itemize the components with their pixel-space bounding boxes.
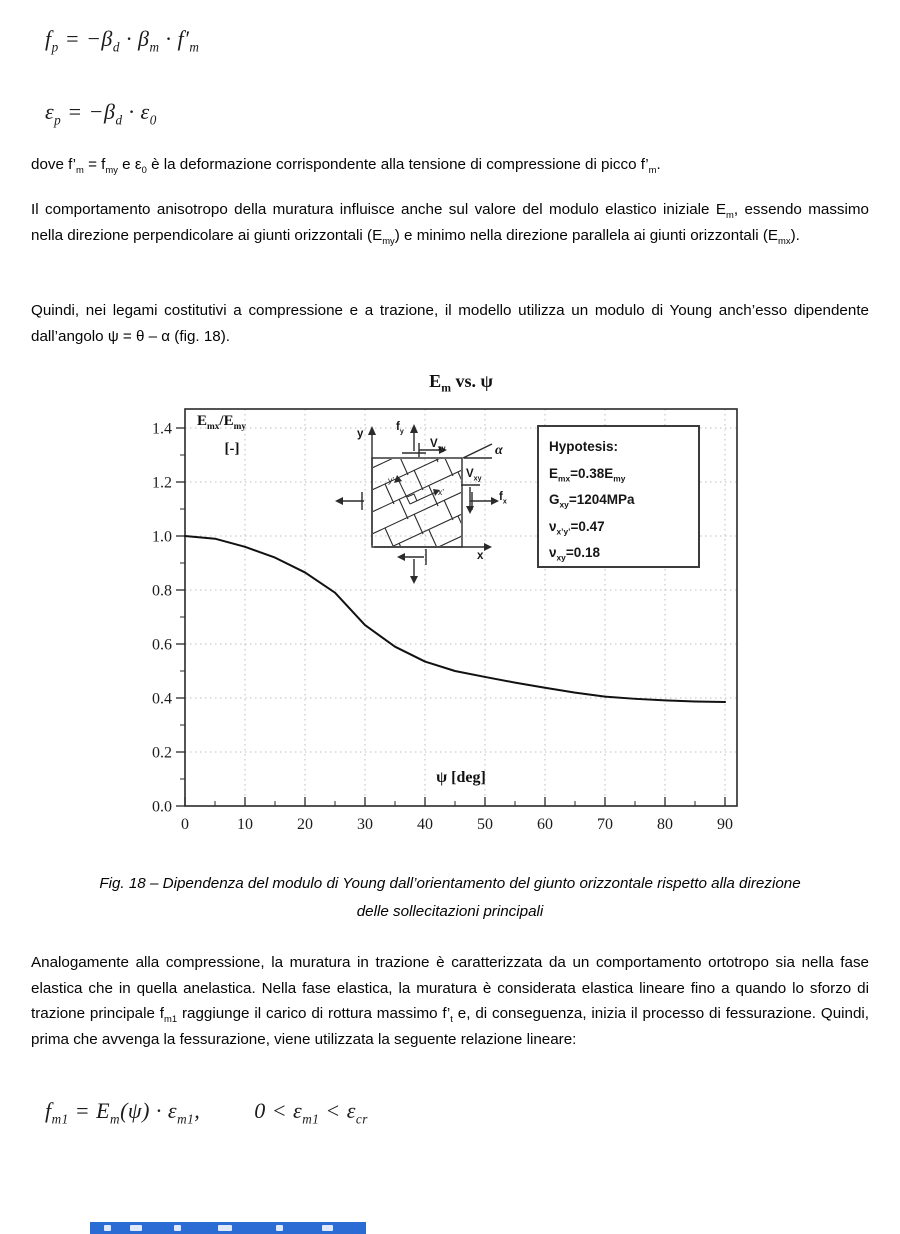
svg-text:0.0: 0.0 [152, 798, 172, 816]
svg-text:60: 60 [537, 816, 553, 833]
figure-caption-line1: Fig. 18 – Dipendenza del modulo di Young dall’orientamento del giunto orizzontale rispetto alla direzione [99, 875, 801, 892]
hypothesis-title: Hypotesis: [549, 439, 619, 454]
vxy-right-arrow [461, 485, 480, 508]
paragraph-analogamente: Analogamente alla compressione, la muratura in trazione è caratterizzata da un comportamento ortotropo sia nella fase elastica che in quella anelastica. Nella fase elastica, la muratura è considerata elastica lineare fino a quando lo sforzo di trazione principale $f_{m1}$ raggiunge il carico di rottura massimo $f’_t$ e, di conseguenza, inizia il processo di fessurazione. Quindi, prima che avvenga la fessurazione, viene utilizzata la seguente relazione lineare: [31, 954, 870, 1048]
hypothesis-line-emx: $E_{mx}=0.38E_{my}$ [549, 465, 626, 484]
alpha-wedge [463, 444, 492, 458]
svg-text:0.6: 0.6 [152, 636, 172, 654]
left-arrow [341, 492, 364, 510]
svg-text:50: 50 [477, 816, 493, 833]
svg-text:10: 10 [237, 816, 253, 833]
paragraph-comportamento: Il comportamento anisotropo della muratura influisce anche sul valore del modulo elastico iniziale $E_m$, essendo massimo nella direzione perpendicolare ai giunti orizzontali $(E_{my})$ e minimo nella direzione parallela ai giunti orizzontali $(E_{mx})$. [31, 201, 869, 246]
inset-label-x: x [477, 550, 484, 562]
svg-text:1.2: 1.2 [152, 474, 172, 492]
inset-label-alpha: α [495, 443, 503, 458]
rotated-axes [394, 475, 440, 504]
svg-text:0.8: 0.8 [152, 582, 172, 600]
svg-text:30: 30 [357, 816, 373, 833]
hypothesis-line-gxy: $G_{xy}=1204MPa$ [549, 492, 635, 510]
hypothesis-box [537, 425, 700, 568]
paragraph-dove: dove $f’_m = f_{my}$ e $\varepsilon_0$ è la deformazione corrispondente alla tensione di compressione di picco $f’_m$. [31, 156, 661, 176]
formula-linear-relation: $f_{m1} = E_m(\psi) \cdot \varepsilon_{m1}$, $0 < \varepsilon_{m1} < \varepsilon_{cr}$ [45, 1098, 368, 1127]
svg-text:20: 20 [297, 816, 313, 833]
inset-label-vxy-top: $V_{xy}$ [430, 438, 446, 453]
svg-text:1.4: 1.4 [152, 420, 172, 438]
paragraph-quindi: Quindi, nei legami costitutivi a compressione e a trazione, il modello utilizza un modulo di Young anch’esso dipendente dall’angolo ψ = θ – α (fig. 18). [31, 302, 869, 345]
inset-label-fy: $f_y$ [396, 421, 404, 436]
masonry-inset-diagram [335, 424, 499, 584]
inset-label-fx: $f_x$ [499, 491, 507, 506]
inset-label-y-prime: y’ [388, 475, 395, 485]
svg-text:0.4: 0.4 [152, 690, 172, 708]
inset-label-x-prime: x’ [438, 487, 445, 497]
figure-caption [31, 870, 869, 926]
formula-peak-strain: $\varepsilon_p = -\beta_d \cdot \varepsilon_0$ [45, 99, 157, 128]
svg-text:40: 40 [417, 816, 433, 833]
hypothesis-line-nu1: $\nu_{x’y’}=0.47$ [549, 518, 605, 537]
svg-text:90: 90 [717, 816, 733, 833]
fx-arrow [470, 492, 493, 510]
svg-text:0: 0 [181, 816, 189, 833]
svg-text:1.0: 1.0 [152, 528, 172, 546]
chart-title: $E_m$ vs. ψ [429, 371, 493, 395]
inset-label-vxy-right: $V_{xy}$ [466, 468, 482, 483]
inset-label-y: y [357, 428, 364, 440]
y-axis-unit: [-] [224, 441, 240, 457]
cutoff-highlight-strip [90, 1222, 366, 1234]
svg-text:0.2: 0.2 [152, 744, 172, 762]
hypothesis-line-nu2: $\nu_{xy}=0.18$ [549, 545, 600, 563]
figure-caption-line2: delle sollecitazioni principali [356, 903, 544, 920]
formula-peak-stress: $f_p = -\beta_d \cdot \beta_m \cdot f'_m$ [45, 26, 200, 55]
x-axis-label: ψ [deg] [436, 769, 486, 786]
y-axis-label: $E_{mx}/E_{my}$ [197, 413, 247, 432]
svg-text:70: 70 [597, 816, 613, 833]
svg-text:80: 80 [657, 816, 673, 833]
